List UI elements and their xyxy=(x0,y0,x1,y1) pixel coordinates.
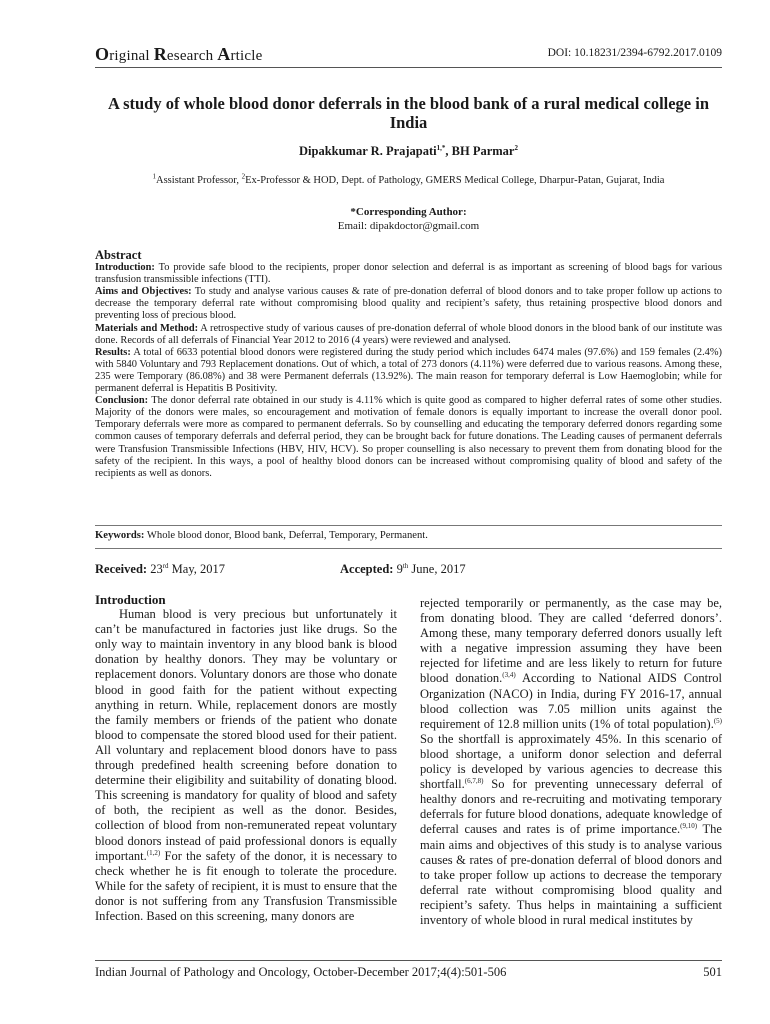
received-day: 23 xyxy=(147,562,163,576)
received-ordinal: rd xyxy=(162,561,169,570)
abstract-text: To study and analyse various causes & rate of pre-donation deferral of blood donors and to take proper follow up actions to decrease the temporary deferral rate without compromising blood quality and recipient’s safety, thus retaining prospective blood donors and preventing loss of precious blood. xyxy=(95,286,722,322)
author-marker: 2 xyxy=(514,143,518,152)
body-text: According to National AIDS Control Organization (NACO) in India, during FY 2016-17, annual blood collection was 7.05 million units against the requirement of 12.8 million units (1% of total population). xyxy=(420,671,722,731)
accepted-label: Accepted: xyxy=(340,562,394,576)
abstract-text: The donor deferral rate obtained in our study is 4.11% which is quite good as compared to higher deferral rates of some other studies. Majority of the donors were males, so encouragement and motivation of female donors is equally important to increase the overall donor pool. Temporary deferrals were more as compared to permanent deferrals. So by counselling and educating the temporary deferred donors regarding some common causes of temporary deferrals and deferral period, they can be brought back for future donations. The Leading causes of permanent deferrals were Transfusion Transmissible Infections (HBV, HIV, HCV). So proper counselling is also necessary to prevent them from donating blood for the safety of the recipient. In this ways, a pool of healthy blood donors can be increased without compromising quality of blood and safety of the recipients as well as donors. xyxy=(95,395,722,479)
abstract-label: Introduction: xyxy=(95,262,155,274)
affiliation-text: Ex-Professor & HOD, Dept. of Pathology, GMERS Medical College, Dharpur-Patan, Gujarat, India xyxy=(245,175,665,186)
article-type-part: riginal xyxy=(109,48,154,64)
page-number: 501 xyxy=(703,965,722,979)
body-text: So for preventing unnecessary deferral of healthy donors and re-recruiting and motivating temporary deferrals for future blood donations, adequate knowledge of deferral causes and rates is of prime importance. xyxy=(420,777,722,837)
abstract-introduction xyxy=(95,262,722,286)
header-divider xyxy=(95,67,722,68)
body-column-right xyxy=(420,596,722,928)
author-marker: 1,* xyxy=(436,143,446,152)
abstract-label: Results: xyxy=(95,346,131,358)
abstract-conclusion xyxy=(95,395,722,480)
keywords-label: Keywords: xyxy=(95,530,145,541)
article-type-part: esearch xyxy=(166,48,218,64)
abstract xyxy=(95,249,722,480)
body-text: For the safety of the donor, it is necessary to check whether he is fit enough to tolerate the procedure. While for the safety of recipient, it is must to ensure that the donor is not suffering from any Transfusion Transmissible Infection. Based on this screening, many donors are xyxy=(95,848,397,923)
article-type-initial: O xyxy=(95,44,110,64)
keywords-divider-bottom xyxy=(95,548,722,549)
abstract-text: A total of 6633 potential blood donors were registered during the study period which includes 6474 males (97.6%) and 159 females (2.4%) with 5840 Voluntary and 793 Replacement donations. Out of which, a total of 273 donors (4.11%) were deferred due to various reasons. Among these, 235 were Temporary (86.08%) and 38 were Permanent deferrals (13.92%). The main reason for temporary deferral is Low Haemoglobin; while for permanent deferral is Hepatitis B Positivity. xyxy=(95,346,722,395)
abstract-methods xyxy=(95,323,722,347)
accepted-month-year: June, 2017 xyxy=(408,562,466,576)
article-type-part: rticle xyxy=(230,48,263,64)
corresponding-email: Email: dipakdoctor@gmail.com xyxy=(337,220,480,232)
author-line xyxy=(95,144,722,159)
corresponding-label-text: *Corresponding Author: xyxy=(350,206,467,218)
accepted-date xyxy=(340,562,466,577)
affiliation-marker: 1 xyxy=(152,172,157,181)
citation: (5) xyxy=(713,716,722,725)
article-type-initial: R xyxy=(153,44,167,64)
citation: (1,2) xyxy=(146,848,161,857)
citation: (6,7,8) xyxy=(464,776,484,785)
abstract-results xyxy=(95,347,722,395)
journal-citation: Indian Journal of Pathology and Oncology, October-December 2017;4(4):501-506 xyxy=(95,965,507,979)
corresponding-author xyxy=(95,205,722,233)
author-name: Dipakkumar R. Prajapati xyxy=(299,144,437,158)
accepted-day: 9 xyxy=(393,562,403,576)
abstract-text: A retrospective study of various causes of pre-donation deferral of whole blood donors in the blood bank of our institute was done. Records of all deferrals of Financial Year 2012 to 2016 (4 years) were reviewed and analysed. xyxy=(95,322,722,346)
citation: (3,4) xyxy=(502,671,516,680)
doi: DOI: 10.18231/2394-6792.2017.0109 xyxy=(547,47,722,59)
body-column-left xyxy=(95,592,397,924)
received-date xyxy=(95,562,225,577)
body-paragraph xyxy=(420,596,722,928)
abstract-aims xyxy=(95,286,722,322)
article-type-initial: A xyxy=(217,44,231,64)
keywords xyxy=(95,530,722,541)
affiliation-marker: 2 xyxy=(241,172,246,181)
citation: (9,10) xyxy=(680,822,698,831)
body-text: So the shortfall is approximately 45%. In this scenario of blood shortage, a uniform donor selection and deferral policy is developed by various agencies to decrease this shortfall. xyxy=(420,731,722,792)
abstract-label: Materials and Method: xyxy=(95,322,199,334)
abstract-label: Conclusion: xyxy=(95,395,149,407)
affiliation-text: Assistant Professor, xyxy=(156,175,242,186)
abstract-text: To provide safe blood to the recipients, proper donor selection and deferral is as important as screening of blood bags for various transfusion transmissible infections (TTI). xyxy=(95,262,722,286)
accepted-ordinal: th xyxy=(402,561,409,570)
keywords-divider-top xyxy=(95,525,722,526)
corresponding-label xyxy=(95,205,722,219)
article-type-label xyxy=(95,44,262,65)
author-name: BH Parmar xyxy=(451,144,515,158)
body-text: The main aims and objectives of this study is to analyse various causes & rates of pre-donation deferral of blood donors and to take proper follow up actions to decrease the temporary deferral rate without compromising blood quality and recipient’s safety. Thus helps in maintaining a sufficient inventory of whole blood in rural medical institutes by xyxy=(420,822,722,927)
section-heading: Introduction xyxy=(95,592,166,607)
article-title: A study of whole blood donor deferrals in the blood bank of a rural medical college in India xyxy=(107,94,710,132)
body-paragraph xyxy=(95,607,397,924)
affiliation xyxy=(95,172,722,186)
body-text: Human blood is very precious but unfortunately it can’t be manufactured in factories just like drugs. So the only way to maintain inventory in any blood bank is blood donation by healthy donors. They may be voluntary or replacement donors. Voluntary donors are those who donate blood in good faith for the patient without expecting anything in return. While, replacement donors are mostly the family members or friends of the patient who donate blood to compensate the stored blood used for their patient. All voluntary and replacement blood donors have to pass through predefined health screening before donation to determine their eligibility and suitability of donating blood. This screening is mandatory for quality of blood and safety of both, the recipient as well as the donor. Besides, collection of blood from non-remunerated repeat voluntary blood donors instead of paid professional donors is equally important. xyxy=(95,607,397,863)
abstract-heading: Abstract xyxy=(95,248,142,262)
keywords-text: Whole blood donor, Blood bank, Deferral, Temporary, Permanent. xyxy=(144,530,428,541)
abstract-label: Aims and Objectives: xyxy=(95,286,192,298)
author-separator: , xyxy=(445,144,452,158)
received-month-year: May, 2017 xyxy=(168,562,226,576)
body-text: rejected temporarily or permanently, as the case may be, from donating blood. They are called ‘deferred donors’. Among these, many temporary deferred donors usually left with a negative impression assuming they have been rejected for lifetime and are less likely to return for future blood donation. xyxy=(420,596,722,686)
footer-divider xyxy=(95,960,722,961)
received-label: Received: xyxy=(95,562,148,576)
